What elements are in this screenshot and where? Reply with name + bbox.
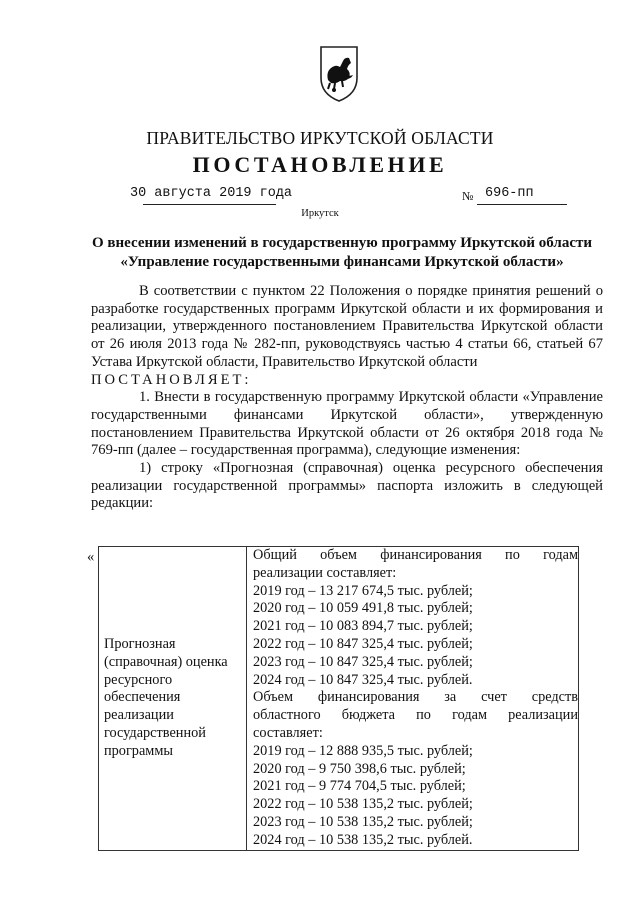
- total-year-line: 2021 год – 10 083 894,7 тыс. рублей;: [253, 618, 473, 635]
- regional-year-line: 2024 год – 10 538 135,2 тыс. рублей.: [253, 831, 473, 848]
- total-year-line: 2023 год – 10 847 325,4 тыс. рублей;: [253, 653, 473, 670]
- table-value-cell: [247, 547, 579, 851]
- total-year-line: 2024 год – 10 847 325,4 тыс. рублей.: [253, 671, 473, 688]
- regional-year-line: 2022 год – 10 538 135,2 тыс. рублей;: [253, 796, 473, 813]
- table-label-cell: [99, 547, 247, 851]
- opening-quote: «: [87, 549, 95, 565]
- number-sign: №: [462, 189, 474, 203]
- label-line: Прогнозная: [104, 635, 176, 652]
- government-name: ПРАВИТЕЛЬСТВО ИРКУТСКОЙ ОБЛАСТИ: [146, 128, 494, 148]
- label-line: обеспечения: [104, 689, 181, 706]
- coat-of-arms-emblem: [318, 44, 360, 104]
- total-heading: Общий объем финансирования по годам: [253, 547, 578, 563]
- total-year-line: 2020 год – 10 059 491,8 тыс. рублей;: [253, 600, 473, 617]
- document-type: ПОСТАНОВЛЕНИЕ: [192, 152, 448, 177]
- regional-heading-3: составляет:: [253, 724, 323, 741]
- date-underline: [143, 204, 276, 205]
- document-body: [91, 283, 603, 513]
- document-number: 696-пп: [485, 186, 534, 201]
- total-year-line: 2019 год – 13 217 674,5 тыс. рублей;: [253, 582, 473, 599]
- title-line-2: «Управление государственными финансами Иркутской области»: [120, 254, 564, 270]
- preamble-paragraph: В соответствии с пунктом 22 Положения о порядке принятия решений о разработке государственных программ Иркутской области и их формирования и реализации, утвержденного постановлением Правительства Иркутской области от 26 июля 2013 года № 282-пп, руководствуясь частью 4 статьи 66, статьей 67 Устава Иркутской области, Правительство Иркутской области: [91, 283, 603, 370]
- table-row: [99, 547, 579, 851]
- regional-year-line: 2023 год – 10 538 135,2 тыс. рублей;: [253, 813, 473, 830]
- decree-heading: ПОСТАНОВЛЯЕТ:: [91, 371, 252, 388]
- regional-heading-1: Объем финансирования за счет средств: [253, 689, 578, 706]
- item-1-1-paragraph: 1) строку «Прогнозная (справочная) оценка ресурсного обеспечения реализации государственной программы» паспорта изложить в следующей редакции:: [91, 460, 603, 512]
- label-line: программы: [104, 742, 174, 759]
- label-line: ресурсного: [104, 671, 173, 688]
- regional-year-line: 2021 год – 9 774 704,5 тыс. рублей;: [253, 778, 466, 795]
- number-underline: [477, 204, 567, 205]
- regional-year-line: 2019 год – 12 888 935,5 тыс. рублей;: [253, 742, 473, 759]
- item-1-paragraph: 1. Внести в государственную программу Иркутской области «Управление государственными финансами Иркутской области», утвержденную постановлением Правительства Иркутской области от 26 октября 2018 года № 769-пп (далее – государственная программа), следующие изменения:: [91, 389, 603, 459]
- document-title: [82, 234, 602, 272]
- city-name: Иркутск: [301, 208, 339, 219]
- total-heading-cont: реализации составляет:: [253, 564, 397, 581]
- label-line: государственной: [104, 724, 206, 741]
- financing-table: [98, 546, 579, 851]
- regional-year-line: 2020 год – 9 750 398,6 тыс. рублей;: [253, 760, 466, 777]
- label-line: реализации: [104, 707, 174, 724]
- label-line: (справочная) оценка: [104, 653, 228, 670]
- total-year-line: 2022 год – 10 847 325,4 тыс. рублей;: [253, 635, 473, 652]
- document-date: 30 августа 2019 года: [130, 186, 293, 201]
- regional-heading-2: областного бюджета по годам реализации: [253, 707, 578, 724]
- title-line-1: О внесении изменений в государственную программу Иркутской области: [91, 235, 593, 251]
